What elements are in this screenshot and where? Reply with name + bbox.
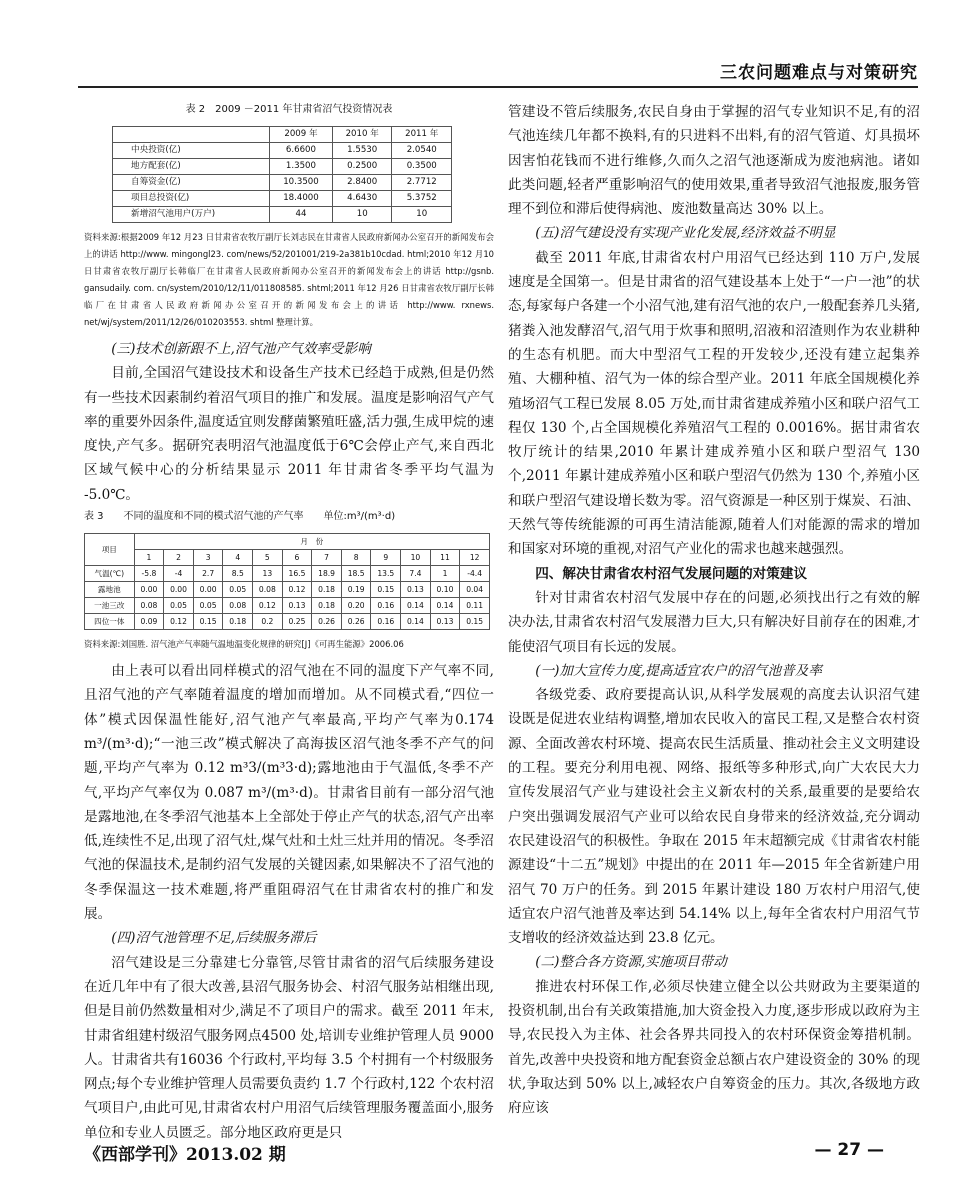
table3-cell: 0.16 bbox=[371, 614, 401, 630]
table3-month-cell: 9 bbox=[371, 550, 401, 566]
table3-cell: 0.05 bbox=[223, 582, 253, 598]
table3-row-label: 露地池 bbox=[85, 582, 135, 598]
table3-cell: 0.08 bbox=[134, 598, 164, 614]
table3-cell: 0.16 bbox=[371, 598, 401, 614]
table-row bbox=[85, 566, 490, 582]
table3-cell: 18.5 bbox=[341, 566, 371, 582]
table3-cell: 0.08 bbox=[253, 582, 283, 598]
table2-header-row bbox=[113, 127, 452, 143]
table3-cell: 16.5 bbox=[282, 566, 312, 582]
table3-cell: 1 bbox=[430, 566, 460, 582]
table2 bbox=[112, 126, 452, 223]
table-row bbox=[113, 191, 452, 207]
table2-cell: 2.7712 bbox=[392, 175, 452, 191]
table2-caption: 表 2 2009 －2011 年甘肃省沼气投资情况表 bbox=[185, 104, 393, 115]
table2-cell: 1.5530 bbox=[332, 143, 392, 159]
table3-cell: 0.00 bbox=[164, 582, 194, 598]
table3-cell: 0.14 bbox=[401, 614, 431, 630]
table2-cell: 2.0540 bbox=[392, 143, 452, 159]
table3-cell: 0.05 bbox=[164, 598, 194, 614]
table2-cell: 44 bbox=[269, 207, 332, 223]
table3-month-cell: 1 bbox=[134, 550, 164, 566]
paragraph: 管建设不管后续服务,农民自身由于掌握的沼气专业知识不足,有的沼气池连续几年都不换料,有的只进料不出料,有的沼气管道、灯具损坏因害怕花钱而不进行维修,久而久之沼气池逐渐成为废池病池。诸如此类问题,轻者严重影响沼气的使用效果,重者导致沼气池报废,服务管理不到位和滞后使得病池、废池数量高达 30% 以上。 bbox=[508, 104, 920, 218]
table3-cell: 0.26 bbox=[341, 614, 371, 630]
table3-cell: 0.13 bbox=[430, 614, 460, 630]
table3-cell: 7.4 bbox=[401, 566, 431, 582]
table3-cell: 0.15 bbox=[193, 614, 223, 630]
table2-cell: 4.6430 bbox=[332, 191, 392, 207]
table-row bbox=[113, 143, 452, 159]
paragraph: 目前,全国沼气建设技术和设备生产技术已经趋于成熟,但是仍然有一些技术因素制约着沼气项目的推广和发展。温度是影响沼气产气率的重要外因条件,温度适宜则发酵菌繁殖旺盛,活力强,生成甲烷的速度快,产气多。据研究表明沼气池温度低于6℃会停止产气,来自西北区域气候中心的分析结果显示 2011 年甘肃省冬季平均气温为 -5.0℃。 bbox=[84, 365, 494, 503]
table3-month-cell: 11 bbox=[430, 550, 460, 566]
subheading: (二)整合各方资源,实施项目带动 bbox=[535, 954, 727, 971]
table3-month-cell: 6 bbox=[282, 550, 312, 566]
table2-source: 资料来源:根据2009 年12 月23 日甘肃省农牧厅副厅长刘志民在甘肃省人民政府新闻办公室召开的新闻发布会上的讲话 http://www. mingongl23. com/news/52/201001/219-2a381b10cdad. html;2010 年12 月10 日甘肃省农牧厅副厅长韩临厂在甘肃省人民政府新闻办公室召开的新闻发布会上的讲话 http://gsnb. gansudaily. com. cn/system/2010/12/11/011808585. shtml;2011 年12 月26 日甘肃省农牧厅副厅长韩临厂在甘肃省人民政府新闻办公室召开的新闻发布会上的讲话 http://www. rxnews. net/wj/system/2011/12/26/010203553. shtml 整理计算。 bbox=[84, 232, 494, 327]
table3-month-cell: 2 bbox=[164, 550, 194, 566]
table3-row-label: 四位一体 bbox=[85, 614, 135, 630]
table3-cell: 0.09 bbox=[134, 614, 164, 630]
journal-footer: 《西部学刊》2013.02 期 bbox=[84, 1145, 286, 1165]
table3-cell: -4.4 bbox=[460, 566, 490, 582]
table3-month-cell: 12 bbox=[460, 550, 490, 566]
table3-cell: 0.20 bbox=[341, 598, 371, 614]
table2-col-header: 2011 年 bbox=[392, 127, 452, 143]
table3-cell: 0.19 bbox=[341, 582, 371, 598]
table2-cell: 项目总投资(亿) bbox=[113, 191, 270, 207]
table3-cell: 0.14 bbox=[401, 598, 431, 614]
paragraph: 截至 2011 年底,甘肃省农村户用沼气已经达到 110 万户,发展速度是全国第一。但是甘肃省的沼气建设基本上处于“一户一池”的状态,每家每户各建一个小沼气池,建有沼气池的农户,一般配套养几头猪,猪粪入池发酵沼气,沼气用于炊事和照明,沼液和沼渣则作为农业耕种的生态有机肥。而大中型沼气工程的开发较少,还没有建立起集养殖、大棚种植、沼气为一体的综合型产业。2011 年底全国规模化养殖场沼气工程已发展 8.05 万处,而甘肃省建成养殖小区和联户沼气工程仅 130 个,占全国规模化养殖沼气工程的 0.0016%。据甘肃省农牧厅统计的结果,2010 年累计建成养殖小区和联户型沼气 130 个,2011 年累计建成养殖小区和联户型沼气仍然为 130 个,养殖小区和联户型沼气建设增长数为零。沼气资源是一种区别于煤炭、石油、天然气等传统能源的可再生清洁能源,随着人们对能源的需求的增加和国家对环境的重视,对沼气产业化的需求也越来越强烈。 bbox=[508, 249, 920, 558]
table3-cell: 0.14 bbox=[430, 598, 460, 614]
table2-cell: 自筹资金(亿) bbox=[113, 175, 270, 191]
table3-cell: 0.08 bbox=[223, 598, 253, 614]
table3-header-row bbox=[85, 534, 490, 550]
table2-cell: 10 bbox=[332, 207, 392, 223]
right-column bbox=[508, 100, 920, 1120]
table3-cell: 0.18 bbox=[312, 582, 342, 598]
table3 bbox=[84, 533, 490, 630]
table3-cell: 0.10 bbox=[430, 582, 460, 598]
table3-month-header: 月 份 bbox=[134, 534, 489, 550]
table-row bbox=[85, 582, 490, 598]
paragraph: 由上表可以看出同样模式的沼气池在不同的温度下产气率不同,且沼气池的产气率随着温度的增加而增加。从不同模式看,“四位一体”模式因保温性能好,沼气池产气率最高,平均产气率为0.174 m³/(m³·d);“一池三改”模式解决了高海拔区沼气池冬季不产气的问题,平均产气率为 0.12 m³3/(m³3·d);露地池由于气温低,冬季不产气,平均产气率仅为 0.087 m³/(m³·d)。甘肃省目前有一部分沼气池是露地池,在冬季沼气池基本上全部处于停止产气的状态,沼气产出率低,连续性不足,出现了沼气灶,煤气灶和土灶三灶并用的情况。冬季沼气池的保温技术,是制约沼气发展的关键因素,如果解决不了沼气池的冬季保温这一技术难题,将严重阻碍沼气在甘肃省农村的推广和发展。 bbox=[84, 663, 494, 923]
table3-month-cell: 3 bbox=[193, 550, 223, 566]
table3-item-header: 项目 bbox=[85, 534, 135, 566]
table3-cell: 0.18 bbox=[312, 598, 342, 614]
paragraph: 各级党委、政府要提高认识,从科学发展观的高度去认识沼气建设既是促进农业结构调整,增加农民收入的富民工程,又是整合农村资源、全面改善农村环境、提高农民生活质量、推动社会主义文明建设的工程。要充分利用电视、网络、报纸等多种形式,向广大农民大力宣传发展沼气产业与建设社会主义新农村的关系,最重要的是要给农户突出强调发展沼气产业可以给农民自身带来的经济效益,充分调动农民建设沼气的积极性。争取在 2015 年末超额完成《甘肃省农村能源建设“十二五”规划》中提出的在 2011 年—2015 年全省新建户用沼气 70 万户的任务。到 2015 年累计建设 180 万农村户用沼气,使适宜农户沼气池普及率达到 54.14% 以上,每年全省农村户用沼气节支增收的经济效益达到 23.8 亿元。 bbox=[508, 687, 920, 947]
table3-month-cell: 5 bbox=[253, 550, 283, 566]
table3-cell: 0.05 bbox=[193, 598, 223, 614]
subheading: (一)加大宣传力度,提高适宜农户的沼气池普及率 bbox=[535, 662, 822, 679]
running-header bbox=[78, 52, 918, 88]
table3-row-label: 气温(℃) bbox=[85, 566, 135, 582]
table2-col-header: 2009 年 bbox=[269, 127, 332, 143]
table3-cell: 0.25 bbox=[282, 614, 312, 630]
table3-cell: 13.5 bbox=[371, 566, 401, 582]
subheading: (四)沼气池管理不足,后续服务滞后 bbox=[111, 930, 317, 947]
table3-cell: 0.13 bbox=[401, 582, 431, 598]
table-row bbox=[113, 207, 452, 223]
table3-cell: 18.9 bbox=[312, 566, 342, 582]
table2-cell: 中央投资(亿) bbox=[113, 143, 270, 159]
table3-cell: -4 bbox=[164, 566, 194, 582]
table2-cell: 新增沼气池用户(万户) bbox=[113, 207, 270, 223]
table3-row-label: 一池三改 bbox=[85, 598, 135, 614]
table2-cell: 地方配套(亿) bbox=[113, 159, 270, 175]
section-title: 三农问题难点与对策研究 bbox=[720, 63, 918, 83]
table-row bbox=[113, 175, 452, 191]
table3-cell: 13 bbox=[253, 566, 283, 582]
table2-cell: 10 bbox=[392, 207, 452, 223]
table3-cell: 0.13 bbox=[282, 598, 312, 614]
table3-month-cell: 10 bbox=[401, 550, 431, 566]
table2-cell: 10.3500 bbox=[269, 175, 332, 191]
table3-cell: 0.15 bbox=[371, 582, 401, 598]
table3-cell: 0.12 bbox=[282, 582, 312, 598]
left-column bbox=[84, 100, 494, 1145]
table3-cell: 0.18 bbox=[223, 614, 253, 630]
subheading: (三)技术创新跟不上,沼气池产气效率受影响 bbox=[111, 341, 371, 357]
page-number: — 27 — bbox=[814, 1140, 884, 1160]
table2-cell: 1.3500 bbox=[269, 159, 332, 175]
table3-month-cell: 8 bbox=[341, 550, 371, 566]
table2-cell: 5.3752 bbox=[392, 191, 452, 207]
table3-caption: 表 3 不同的温度和不同的模式沼气池的产气率 单位:m³/(m³·d) bbox=[84, 511, 396, 523]
paragraph: 沼气建设是三分靠建七分靠管,尽管甘肃省的沼气后续服务建设在近几年中有了很大改善,县沼气服务协会、村沼气服务站相继出现,但是目前仍然数量相对少,满足不了项目户的需求。截至 2011 年末,甘肃省组建村级沼气服务网点4500 处,培训专业维护管理人员 9000 人。甘肃省共有16036 个行政村,平均每 3.5 个村拥有一个村级服务网点;每个专业维护管理人员需要负责约 1.7 个行政村,122 个农村沼气项目户,由此可见,甘肃省农村户用沼气后续管理服务覆盖面小,服务单位和专业人员匮乏。部分地区政府更是只 bbox=[84, 954, 494, 1141]
table-row bbox=[113, 159, 452, 175]
table3-cell: 0.00 bbox=[193, 582, 223, 598]
table2-cell: 6.6600 bbox=[269, 143, 332, 159]
table3-cell: 8.5 bbox=[223, 566, 253, 582]
table3-cell: 0.04 bbox=[460, 582, 490, 598]
table3-cell: -5.8 bbox=[134, 566, 164, 582]
section-heading: 四、解决甘肃省农村沼气发展问题的对策建议 bbox=[535, 565, 808, 582]
table3-source: 资料来源:刘国胜. 沼气池产气率随气温地温变化规律的研究[J]《可再生能源》2006.06 bbox=[84, 639, 404, 650]
table3-month-cell: 7 bbox=[312, 550, 342, 566]
header-rule bbox=[78, 86, 918, 88]
table2-cell: 2.8400 bbox=[332, 175, 392, 191]
table2-cell: 18.4000 bbox=[269, 191, 332, 207]
table2-cell: 0.3500 bbox=[392, 159, 452, 175]
table3-cell: 0.12 bbox=[253, 598, 283, 614]
table3-month-cell: 4 bbox=[223, 550, 253, 566]
table3-cell: 2.7 bbox=[193, 566, 223, 582]
table3-cell: 0.12 bbox=[164, 614, 194, 630]
paragraph: 推进农村环保工作,必须尽快建立健全以公共财政为主要渠道的投资机制,出台有关政策措施,加大资金投入力度,逐步形成以政府为主导,农民投入为主体、社会各界共同投入的农村环保资金筹措机制。首先,改善中央投资和地方配套资金总额占农户建设资金的 30% 的现状,争取达到 50% 以上,减轻农户自筹资金的压力。其次,各级地方政府应该 bbox=[508, 978, 920, 1117]
table3-cell: 0.26 bbox=[312, 614, 342, 630]
table3-cell: 0.2 bbox=[253, 614, 283, 630]
table3-months-row bbox=[85, 550, 490, 566]
table3-cell: 0.00 bbox=[134, 582, 164, 598]
table3-cell: 0.15 bbox=[460, 614, 490, 630]
table3-cell: 0.11 bbox=[460, 598, 490, 614]
table-row bbox=[85, 598, 490, 614]
subheading: (五)沼气建设没有实现产业化发展,经济效益不明显 bbox=[535, 225, 836, 242]
table2-col-header bbox=[113, 127, 270, 143]
paragraph: 针对甘肃省农村沼气发展中存在的问题,必须找出行之有效的解决办法,甘肃省农村沼气发展潜力巨大,只有解决好目前存在的困难,才能使沼气项目有长远的发展。 bbox=[508, 589, 920, 655]
table-row bbox=[85, 614, 490, 630]
table2-cell: 0.2500 bbox=[332, 159, 392, 175]
table2-col-header: 2010 年 bbox=[332, 127, 392, 143]
